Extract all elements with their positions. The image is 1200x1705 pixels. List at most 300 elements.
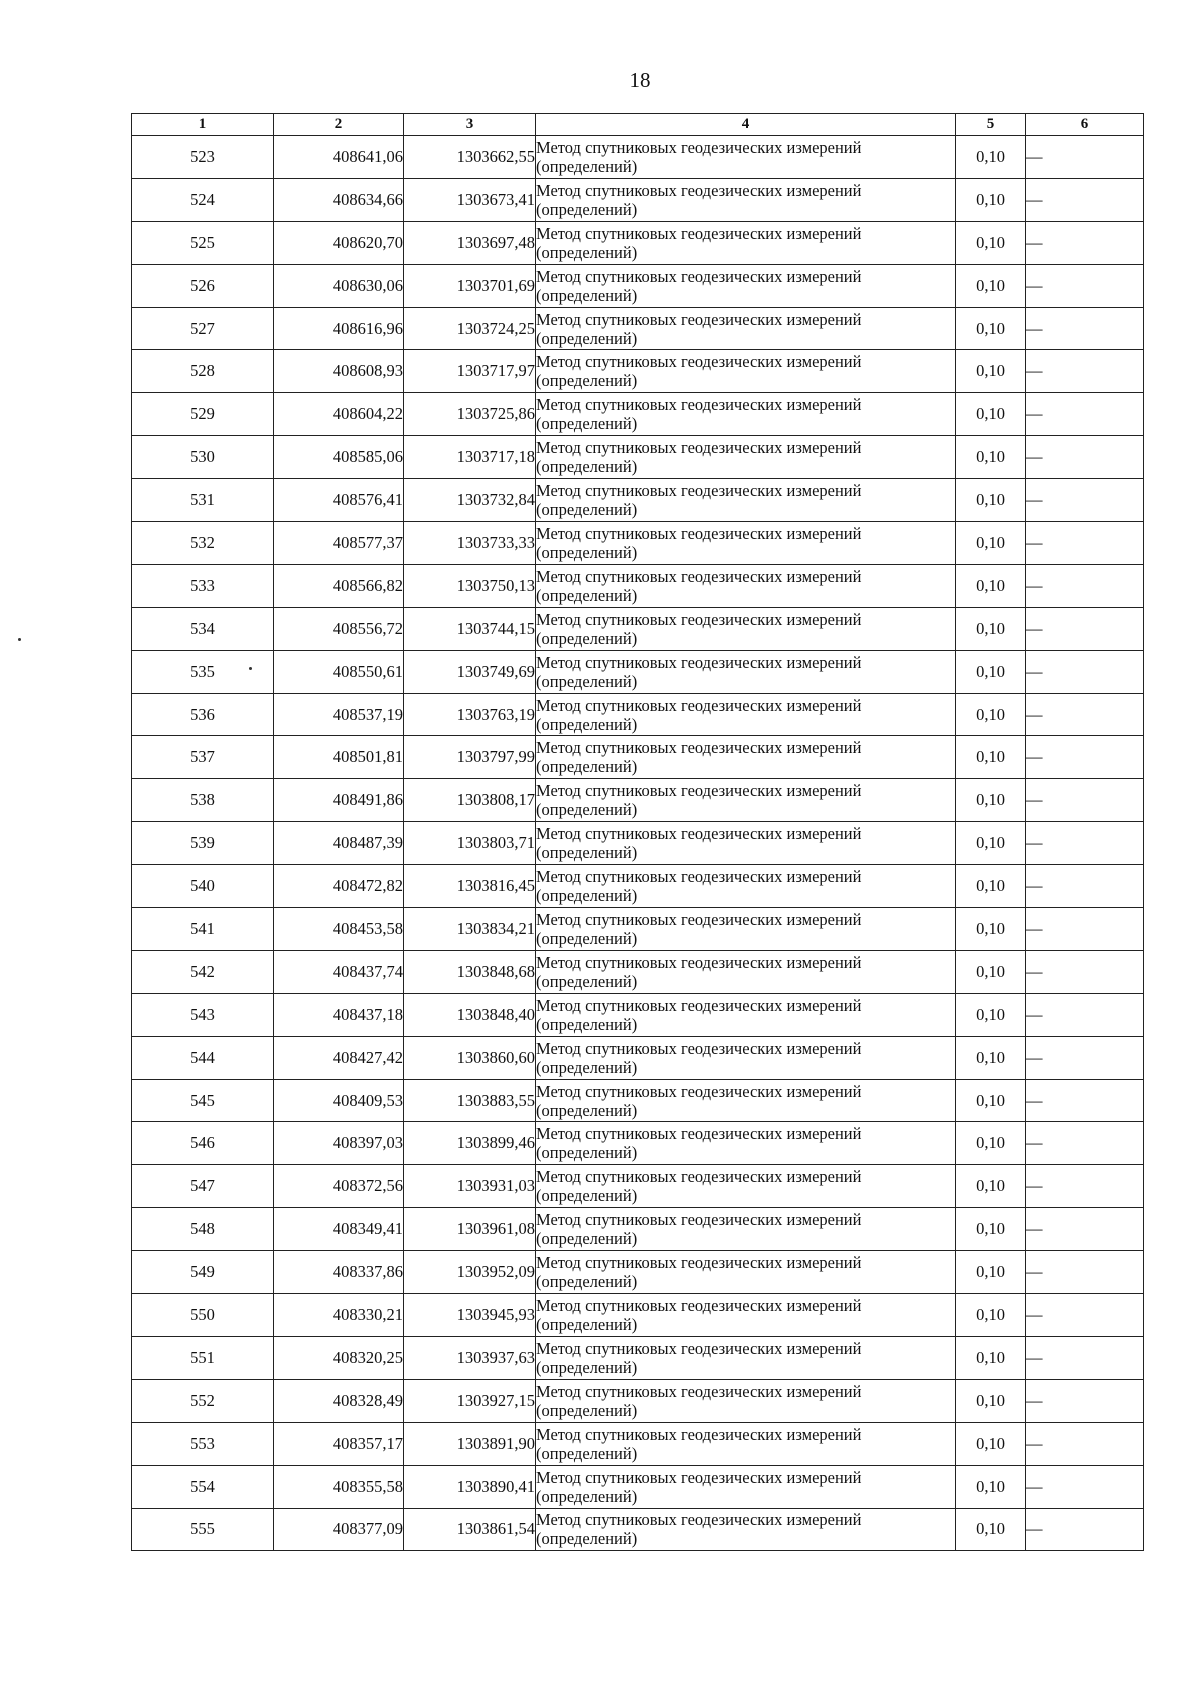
note-cell: — xyxy=(1026,950,1144,993)
method-cell xyxy=(536,264,956,307)
accuracy-cell: 0,10 xyxy=(956,908,1026,951)
accuracy-cell: 0,10 xyxy=(956,779,1026,822)
note-cell: — xyxy=(1026,1251,1144,1294)
y-coordinate-cell: 1303891,90 xyxy=(404,1422,536,1465)
table-row xyxy=(132,607,1144,650)
accuracy-cell: 0,10 xyxy=(956,1251,1026,1294)
y-coordinate-cell: 1303848,68 xyxy=(404,950,536,993)
table-row xyxy=(132,650,1144,693)
method-cell xyxy=(536,221,956,264)
method-cell xyxy=(536,393,956,436)
point-number-cell: 553 xyxy=(132,1422,274,1465)
page-number: 18 xyxy=(629,68,651,92)
method-text-continued: (определений) xyxy=(536,371,638,391)
method-text: Метод спутниковых геодезических измерений xyxy=(536,652,862,672)
method-text: Метод спутниковых геодезических измерений xyxy=(536,1510,862,1530)
method-text-continued: (определений) xyxy=(536,156,638,176)
point-number-cell: 537 xyxy=(132,736,274,779)
accuracy-cell: 0,10 xyxy=(956,1379,1026,1422)
note-cell: — xyxy=(1026,264,1144,307)
y-coordinate-cell: 1303883,55 xyxy=(404,1079,536,1122)
accuracy-cell: 0,10 xyxy=(956,1336,1026,1379)
point-number-cell: 529 xyxy=(132,393,274,436)
method-cell xyxy=(536,522,956,565)
note-cell: — xyxy=(1026,1465,1144,1508)
accuracy-cell: 0,10 xyxy=(956,1508,1026,1551)
method-text: Метод спутниковых геодезических измерений xyxy=(536,1081,862,1101)
accuracy-cell: 0,10 xyxy=(956,1465,1026,1508)
y-coordinate-cell: 1303673,41 xyxy=(404,178,536,221)
note-cell: — xyxy=(1026,564,1144,607)
method-text-continued: (определений) xyxy=(536,1100,638,1120)
accuracy-cell: 0,10 xyxy=(956,1208,1026,1251)
y-coordinate-cell: 1303733,33 xyxy=(404,522,536,565)
method-text-continued: (определений) xyxy=(536,328,638,348)
method-text-continued: (определений) xyxy=(536,928,638,948)
method-text: Метод спутниковых геодезических измерений xyxy=(536,824,862,844)
method-text: Метод спутниковых геодезических измерений xyxy=(536,438,862,458)
method-text: Метод спутниковых геодезических измерений xyxy=(536,1424,862,1444)
method-cell xyxy=(536,1508,956,1551)
y-coordinate-cell: 1303797,99 xyxy=(404,736,536,779)
note-cell: — xyxy=(1026,1036,1144,1079)
note-cell: — xyxy=(1026,1336,1144,1379)
y-coordinate-cell: 1303808,17 xyxy=(404,779,536,822)
y-coordinate-cell: 1303860,60 xyxy=(404,1036,536,1079)
note-cell: — xyxy=(1026,1294,1144,1337)
x-coordinate-cell: 408630,06 xyxy=(274,264,404,307)
column-header-2: 2 xyxy=(274,114,404,136)
table-row xyxy=(132,221,1144,264)
accuracy-cell: 0,10 xyxy=(956,1036,1026,1079)
note-cell: — xyxy=(1026,522,1144,565)
y-coordinate-cell: 1303750,13 xyxy=(404,564,536,607)
method-text: Метод спутниковых геодезических измерений xyxy=(536,1253,862,1273)
accuracy-cell: 0,10 xyxy=(956,436,1026,479)
point-number-cell: 546 xyxy=(132,1122,274,1165)
table-row xyxy=(132,865,1144,908)
accuracy-cell: 0,10 xyxy=(956,822,1026,865)
method-text-continued: (определений) xyxy=(536,1529,638,1549)
method-cell xyxy=(536,650,956,693)
method-text: Метод спутниковых геодезических измерений xyxy=(536,781,862,801)
y-coordinate-cell: 1303816,45 xyxy=(404,865,536,908)
method-text: Метод спутниковых геодезических измерений xyxy=(536,867,862,887)
y-coordinate-cell: 1303931,03 xyxy=(404,1165,536,1208)
method-text: Метод спутниковых геодезических измерений xyxy=(536,1210,862,1230)
table-row xyxy=(132,822,1144,865)
method-cell xyxy=(536,1079,956,1122)
point-number-cell: 532 xyxy=(132,522,274,565)
method-text: Метод спутниковых геодезических измерений xyxy=(536,738,862,758)
method-text: Метод спутниковых геодезических измерений xyxy=(536,523,862,543)
note-cell: — xyxy=(1026,393,1144,436)
x-coordinate-cell: 408357,17 xyxy=(274,1422,404,1465)
note-cell: — xyxy=(1026,221,1144,264)
accuracy-cell: 0,10 xyxy=(956,136,1026,179)
note-cell: — xyxy=(1026,436,1144,479)
x-coordinate-cell: 408437,74 xyxy=(274,950,404,993)
table-row xyxy=(132,736,1144,779)
x-coordinate-cell: 408337,86 xyxy=(274,1251,404,1294)
method-cell xyxy=(536,822,956,865)
method-text: Метод спутниковых геодезических измерений xyxy=(536,695,862,715)
x-coordinate-cell: 408556,72 xyxy=(274,607,404,650)
table-row xyxy=(132,950,1144,993)
method-text: Метод спутниковых геодезических измерений xyxy=(536,180,862,200)
method-cell xyxy=(536,1336,956,1379)
accuracy-cell: 0,10 xyxy=(956,865,1026,908)
y-coordinate-cell: 1303890,41 xyxy=(404,1465,536,1508)
column-header-3: 3 xyxy=(404,114,536,136)
x-coordinate-cell: 408409,53 xyxy=(274,1079,404,1122)
method-cell xyxy=(536,350,956,393)
scan-speck-dot xyxy=(18,638,21,641)
table-row xyxy=(132,564,1144,607)
table-row xyxy=(132,1251,1144,1294)
method-text-continued: (определений) xyxy=(536,628,638,648)
x-coordinate-cell: 408355,58 xyxy=(274,1465,404,1508)
method-text-continued: (определений) xyxy=(536,199,638,219)
method-cell xyxy=(536,607,956,650)
note-cell: — xyxy=(1026,865,1144,908)
accuracy-cell: 0,10 xyxy=(956,178,1026,221)
table-row xyxy=(132,779,1144,822)
x-coordinate-cell: 408472,82 xyxy=(274,865,404,908)
y-coordinate-cell: 1303717,18 xyxy=(404,436,536,479)
method-text-continued: (определений) xyxy=(536,457,638,477)
note-cell: — xyxy=(1026,479,1144,522)
x-coordinate-cell: 408330,21 xyxy=(274,1294,404,1337)
table-row xyxy=(132,993,1144,1036)
y-coordinate-cell: 1303717,97 xyxy=(404,350,536,393)
method-text: Метод спутниковых геодезических измерений xyxy=(536,909,862,929)
point-number-cell: 538 xyxy=(132,779,274,822)
method-cell xyxy=(536,993,956,1036)
point-number-cell: 526 xyxy=(132,264,274,307)
y-coordinate-cell: 1303725,86 xyxy=(404,393,536,436)
method-cell xyxy=(536,479,956,522)
method-text: Метод спутниковых геодезических измерений xyxy=(536,995,862,1015)
x-coordinate-cell: 408320,25 xyxy=(274,1336,404,1379)
note-cell: — xyxy=(1026,993,1144,1036)
point-number-cell: 531 xyxy=(132,479,274,522)
y-coordinate-cell: 1303724,25 xyxy=(404,307,536,350)
point-number-cell: 530 xyxy=(132,436,274,479)
point-number-cell: 524 xyxy=(132,178,274,221)
point-number-cell: 554 xyxy=(132,1465,274,1508)
method-text: Метод спутниковых геодезических измерений xyxy=(536,952,862,972)
accuracy-cell: 0,10 xyxy=(956,1294,1026,1337)
method-text-continued: (определений) xyxy=(536,1014,638,1034)
method-text-continued: (определений) xyxy=(536,1143,638,1163)
method-text: Метод спутниковых геодезических измерений xyxy=(536,1467,862,1487)
x-coordinate-cell: 408537,19 xyxy=(274,693,404,736)
table-row xyxy=(132,908,1144,951)
point-number-cell: 535 xyxy=(132,650,274,693)
y-coordinate-cell: 1303927,15 xyxy=(404,1379,536,1422)
note-cell: — xyxy=(1026,1122,1144,1165)
column-header-5: 5 xyxy=(956,114,1026,136)
method-cell xyxy=(536,1422,956,1465)
table-row xyxy=(132,1336,1144,1379)
method-cell xyxy=(536,1165,956,1208)
y-coordinate-cell: 1303899,46 xyxy=(404,1122,536,1165)
method-text: Метод спутниковых геодезических измерений xyxy=(536,481,862,501)
y-coordinate-cell: 1303848,40 xyxy=(404,993,536,1036)
method-text-continued: (определений) xyxy=(536,757,638,777)
point-number-cell: 551 xyxy=(132,1336,274,1379)
method-text-continued: (определений) xyxy=(536,671,638,691)
x-coordinate-cell: 408577,37 xyxy=(274,522,404,565)
accuracy-cell: 0,10 xyxy=(956,522,1026,565)
method-text: Метод спутниковых геодезических измерений xyxy=(536,137,862,157)
note-cell: — xyxy=(1026,178,1144,221)
y-coordinate-cell: 1303749,69 xyxy=(404,650,536,693)
accuracy-cell: 0,10 xyxy=(956,1122,1026,1165)
accuracy-cell: 0,10 xyxy=(956,1165,1026,1208)
column-header-6: 6 xyxy=(1026,114,1144,136)
x-coordinate-cell: 408641,06 xyxy=(274,136,404,179)
point-number-cell: 539 xyxy=(132,822,274,865)
method-cell xyxy=(536,693,956,736)
table-body xyxy=(132,136,1144,1551)
y-coordinate-cell: 1303961,08 xyxy=(404,1208,536,1251)
x-coordinate-cell: 408585,06 xyxy=(274,436,404,479)
table-row xyxy=(132,264,1144,307)
x-coordinate-cell: 408616,96 xyxy=(274,307,404,350)
method-text: Метод спутниковых геодезических измерений xyxy=(536,223,862,243)
y-coordinate-cell: 1303861,54 xyxy=(404,1508,536,1551)
y-coordinate-cell: 1303701,69 xyxy=(404,264,536,307)
method-text: Метод спутниковых геодезических измерений xyxy=(536,352,862,372)
point-number-cell: 536 xyxy=(132,693,274,736)
method-text: Метод спутниковых геодезических измерений xyxy=(536,309,862,329)
point-number-cell: 527 xyxy=(132,307,274,350)
method-text: Метод спутниковых геодезических измерений xyxy=(536,609,862,629)
method-cell xyxy=(536,908,956,951)
accuracy-cell: 0,10 xyxy=(956,650,1026,693)
method-text-continued: (определений) xyxy=(536,1272,638,1292)
y-coordinate-cell: 1303697,48 xyxy=(404,221,536,264)
table-row xyxy=(132,1122,1144,1165)
table-row xyxy=(132,1079,1144,1122)
note-cell: — xyxy=(1026,1165,1144,1208)
accuracy-cell: 0,10 xyxy=(956,693,1026,736)
method-text-continued: (определений) xyxy=(536,1357,638,1377)
point-number-cell: 548 xyxy=(132,1208,274,1251)
method-cell xyxy=(536,178,956,221)
table-row xyxy=(132,1208,1144,1251)
method-text-continued: (определений) xyxy=(536,585,638,605)
table-row xyxy=(132,1165,1144,1208)
point-number-cell: 545 xyxy=(132,1079,274,1122)
method-text-continued: (определений) xyxy=(536,1057,638,1077)
method-text: Метод спутниковых геодезических измерений xyxy=(536,1295,862,1315)
x-coordinate-cell: 408576,41 xyxy=(274,479,404,522)
method-text-continued: (определений) xyxy=(536,1229,638,1249)
table-row xyxy=(132,350,1144,393)
x-coordinate-cell: 408604,22 xyxy=(274,393,404,436)
y-coordinate-cell: 1303732,84 xyxy=(404,479,536,522)
y-coordinate-cell: 1303937,63 xyxy=(404,1336,536,1379)
x-coordinate-cell: 408608,93 xyxy=(274,350,404,393)
method-text-continued: (определений) xyxy=(536,800,638,820)
point-number-cell: 534 xyxy=(132,607,274,650)
y-coordinate-cell: 1303803,71 xyxy=(404,822,536,865)
method-cell xyxy=(536,1465,956,1508)
accuracy-cell: 0,10 xyxy=(956,993,1026,1036)
point-number-cell: 543 xyxy=(132,993,274,1036)
x-coordinate-cell: 408550,61 xyxy=(274,650,404,693)
y-coordinate-cell: 1303945,93 xyxy=(404,1294,536,1337)
note-cell: — xyxy=(1026,736,1144,779)
coordinates-table xyxy=(131,113,1144,1551)
table-row xyxy=(132,1036,1144,1079)
note-cell: — xyxy=(1026,822,1144,865)
x-coordinate-cell: 408487,39 xyxy=(274,822,404,865)
method-cell xyxy=(536,865,956,908)
point-number-cell: 549 xyxy=(132,1251,274,1294)
note-cell: — xyxy=(1026,1508,1144,1551)
table-row xyxy=(132,522,1144,565)
x-coordinate-cell: 408372,56 xyxy=(274,1165,404,1208)
accuracy-cell: 0,10 xyxy=(956,564,1026,607)
method-text: Метод спутниковых геодезических измерений xyxy=(536,566,862,586)
accuracy-cell: 0,10 xyxy=(956,1079,1026,1122)
x-coordinate-cell: 408427,42 xyxy=(274,1036,404,1079)
method-cell xyxy=(536,436,956,479)
point-number-cell: 547 xyxy=(132,1165,274,1208)
method-cell xyxy=(536,1379,956,1422)
method-cell xyxy=(536,136,956,179)
x-coordinate-cell: 408349,41 xyxy=(274,1208,404,1251)
table-row xyxy=(132,393,1144,436)
method-text-continued: (определений) xyxy=(536,1400,638,1420)
point-number-cell: 555 xyxy=(132,1508,274,1551)
method-cell xyxy=(536,1208,956,1251)
note-cell: — xyxy=(1026,1079,1144,1122)
accuracy-cell: 0,10 xyxy=(956,264,1026,307)
point-number-cell: 550 xyxy=(132,1294,274,1337)
accuracy-cell: 0,10 xyxy=(956,393,1026,436)
method-text: Метод спутниковых геодезических измерений xyxy=(536,1167,862,1187)
table-row xyxy=(132,1294,1144,1337)
point-number-cell: 540 xyxy=(132,865,274,908)
accuracy-cell: 0,10 xyxy=(956,350,1026,393)
x-coordinate-cell: 408501,81 xyxy=(274,736,404,779)
note-cell: — xyxy=(1026,1379,1144,1422)
method-text-continued: (определений) xyxy=(536,843,638,863)
table-row xyxy=(132,1379,1144,1422)
note-cell: — xyxy=(1026,908,1144,951)
method-text-continued: (определений) xyxy=(536,971,638,991)
method-text-continued: (определений) xyxy=(536,414,638,434)
method-cell xyxy=(536,1251,956,1294)
method-text-continued: (определений) xyxy=(536,542,638,562)
table-row xyxy=(132,436,1144,479)
accuracy-cell: 0,10 xyxy=(956,607,1026,650)
y-coordinate-cell: 1303662,55 xyxy=(404,136,536,179)
table-row xyxy=(132,693,1144,736)
method-text-continued: (определений) xyxy=(536,500,638,520)
accuracy-cell: 0,10 xyxy=(956,1422,1026,1465)
y-coordinate-cell: 1303763,19 xyxy=(404,693,536,736)
x-coordinate-cell: 408437,18 xyxy=(274,993,404,1036)
point-number-cell: 542 xyxy=(132,950,274,993)
note-cell: — xyxy=(1026,650,1144,693)
method-text-continued: (определений) xyxy=(536,1486,638,1506)
method-text: Метод спутниковых геодезических измерений xyxy=(536,1381,862,1401)
point-number-cell: 523 xyxy=(132,136,274,179)
note-cell: — xyxy=(1026,1422,1144,1465)
x-coordinate-cell: 408377,09 xyxy=(274,1508,404,1551)
column-header-1: 1 xyxy=(132,114,274,136)
table-row xyxy=(132,1508,1144,1551)
x-coordinate-cell: 408397,03 xyxy=(274,1122,404,1165)
table-row xyxy=(132,136,1144,179)
x-coordinate-cell: 408491,86 xyxy=(274,779,404,822)
x-coordinate-cell: 408634,66 xyxy=(274,178,404,221)
method-text: Метод спутниковых геодезических измерений xyxy=(536,395,862,415)
x-coordinate-cell: 408566,82 xyxy=(274,564,404,607)
note-cell: — xyxy=(1026,607,1144,650)
point-number-cell: 528 xyxy=(132,350,274,393)
note-cell: — xyxy=(1026,136,1144,179)
method-text-continued: (определений) xyxy=(536,285,638,305)
point-number-cell: 533 xyxy=(132,564,274,607)
method-text: Метод спутниковых геодезических измерений xyxy=(536,1338,862,1358)
accuracy-cell: 0,10 xyxy=(956,307,1026,350)
method-text-continued: (определений) xyxy=(536,242,638,262)
method-text: Метод спутниковых геодезических измерений xyxy=(536,1038,862,1058)
y-coordinate-cell: 1303834,21 xyxy=(404,908,536,951)
note-cell: — xyxy=(1026,779,1144,822)
x-coordinate-cell: 408620,70 xyxy=(274,221,404,264)
point-number-cell: 525 xyxy=(132,221,274,264)
method-text: Метод спутниковых геодезических измерений xyxy=(536,1124,862,1144)
method-text-continued: (определений) xyxy=(536,1314,638,1334)
accuracy-cell: 0,10 xyxy=(956,221,1026,264)
point-number-cell: 544 xyxy=(132,1036,274,1079)
method-text-continued: (определений) xyxy=(536,886,638,906)
table-row xyxy=(132,178,1144,221)
method-cell xyxy=(536,950,956,993)
accuracy-cell: 0,10 xyxy=(956,950,1026,993)
table-row xyxy=(132,307,1144,350)
y-coordinate-cell: 1303744,15 xyxy=(404,607,536,650)
method-text-continued: (определений) xyxy=(536,1443,638,1463)
method-cell xyxy=(536,564,956,607)
accuracy-cell: 0,10 xyxy=(956,736,1026,779)
method-cell xyxy=(536,779,956,822)
method-cell xyxy=(536,1294,956,1337)
column-header-4: 4 xyxy=(536,114,956,136)
point-number-cell: 541 xyxy=(132,908,274,951)
note-cell: — xyxy=(1026,693,1144,736)
table-row xyxy=(132,1465,1144,1508)
note-cell: — xyxy=(1026,307,1144,350)
point-number-cell: 552 xyxy=(132,1379,274,1422)
y-coordinate-cell: 1303952,09 xyxy=(404,1251,536,1294)
method-cell xyxy=(536,736,956,779)
method-text-continued: (определений) xyxy=(536,714,638,734)
table-row xyxy=(132,479,1144,522)
x-coordinate-cell: 408328,49 xyxy=(274,1379,404,1422)
method-cell xyxy=(536,307,956,350)
method-cell xyxy=(536,1122,956,1165)
note-cell: — xyxy=(1026,1208,1144,1251)
